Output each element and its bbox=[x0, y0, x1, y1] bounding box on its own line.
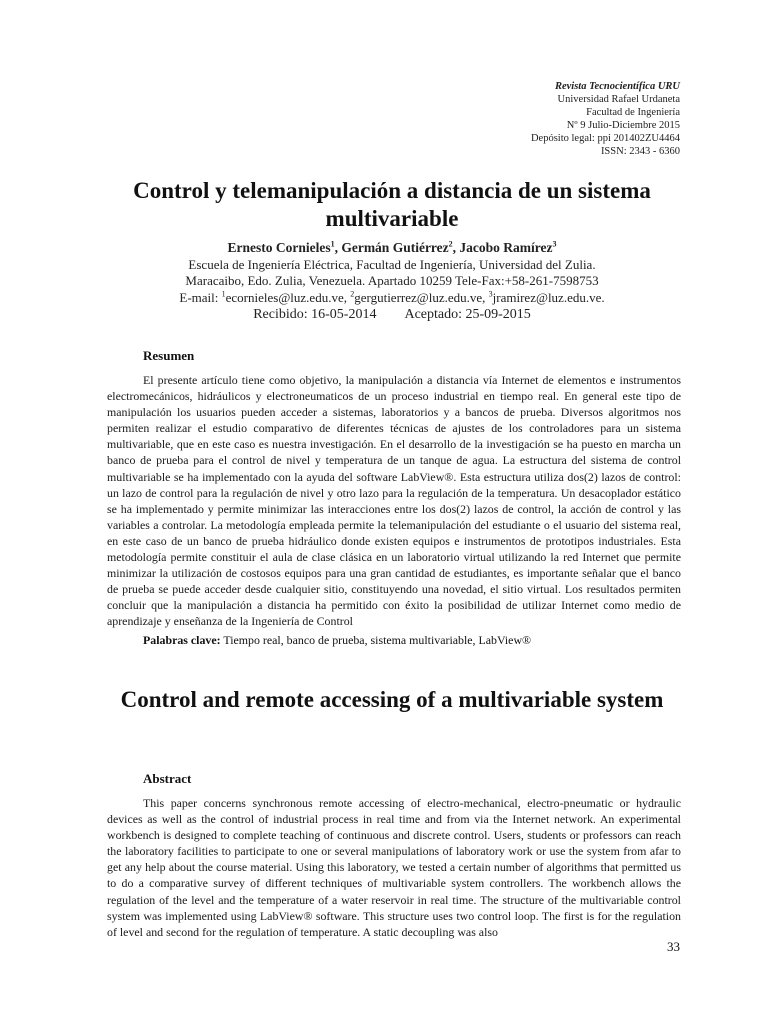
authors-block bbox=[92, 240, 692, 324]
email-line bbox=[92, 290, 692, 307]
keywords-text: Tiempo real, banco de prueba, sistema multivariable, LabView® bbox=[220, 633, 532, 647]
author-names bbox=[92, 240, 692, 257]
abstract-heading: Abstract bbox=[143, 771, 192, 786]
dates-line bbox=[92, 307, 692, 324]
journal-legal-deposit: Depósito legal: ppi 201402ZU4464 bbox=[530, 133, 680, 144]
keywords-label: Palabras clave: bbox=[143, 633, 221, 647]
journal-faculty: Facultad de Ingeniería bbox=[586, 107, 680, 118]
email-3-sup: 3 bbox=[488, 289, 493, 299]
author-separator: , bbox=[452, 240, 460, 255]
journal-issue: Nº 9 Julio-Diciembre 2015 bbox=[566, 120, 680, 131]
author-3-sup: 3 bbox=[552, 239, 557, 249]
abstract-body: This paper concerns synchronous remote accessing of electro-mechanical, electro-pneumatic or hydraulic devices as well as the control of industrial process in real time and from via the Internet network. An experimental workbench is designed to complete teaching of continuous and discrete control. Users, students or professors can reach the laboratory facilities to participate to one or several manipulations of laboratory work or use the system from afar to get any help about the course material. Using this laboratory, we tested a certain number of algorithms that permitted us to do a comparative survey of different techniques of multivariable system controllers. The workbench allows the regulation of the level and the temperature of a water reservoir in real time. The structure of the multivariable control system was implemented using LabView® software. This structure uses two control loop. The first is for the regulation of level and second for the regulation of temperature. A static decoupling was also bbox=[107, 796, 681, 939]
affiliation-line-2: Maracaibo, Edo. Zulia, Venezuela. Apartado 10259 Tele-Fax:+58-261-7598753 bbox=[185, 273, 599, 288]
author-1-name: Ernesto Cornieles bbox=[227, 240, 331, 255]
keywords-line bbox=[143, 633, 531, 648]
email-1-sup: 1 bbox=[221, 289, 226, 299]
email-2-sup: 2 bbox=[350, 289, 355, 299]
journal-name: Revista Tecnocientífica URU bbox=[554, 81, 680, 92]
author-1-sup: 1 bbox=[330, 239, 335, 249]
email-label: E-mail: bbox=[179, 289, 222, 305]
accepted-date: Aceptado: 25-09-2015 bbox=[404, 307, 531, 322]
affiliation-line-1: Escuela de Ingeniería Eléctrica, Facultad de Ingeniería, Universidad del Zulia. bbox=[188, 256, 596, 272]
resumen-heading: Resumen bbox=[143, 348, 195, 363]
journal-issn: ISSN: 2343 - 6360 bbox=[600, 146, 680, 157]
email-2[interactable]: gergutierrez@luz.edu.ve, bbox=[354, 289, 489, 305]
author-2-name: Germán Gutiérrez bbox=[341, 240, 449, 255]
paper-title-spanish: Control y telemanipulación a distancia de un sistema multivariable bbox=[133, 178, 651, 231]
page-number: 33 bbox=[667, 939, 680, 954]
journal-university: Universidad Rafael Urdaneta bbox=[557, 94, 680, 105]
author-separator: , bbox=[334, 240, 342, 255]
author-3-name: Jacobo Ramírez bbox=[459, 240, 553, 255]
journal-header bbox=[531, 80, 680, 158]
paper-title-english: Control and remote accessing of a multivariable system bbox=[120, 687, 664, 712]
author-2-sup: 2 bbox=[448, 239, 453, 249]
email-1[interactable]: ecornieles@luz.edu.ve, bbox=[225, 289, 351, 305]
received-date: Recibido: 16-05-2014 bbox=[253, 307, 377, 322]
resumen-body: El presente artículo tiene como objetivo, la manipulación a distancia vía Internet de elementos e instrumentos electromecánicos, hidráulicos y electroneumaticos de un proceso industrial en tiempo real. En general este tipo de manipulación los usuarios pueden acceder a sistemas, laboratorios y a bancos de prueba. Diversos algoritmos nos permiten realizar el estudio comparativo de diferentes técnicas de ajustes de los controladores para un sistema multivariable, que en este caso es nuestra investigación. En el desarrollo de la investigación se ha puesto en marcha un banco de prueba para el control de nivel y temperatura de un tanque de agua. La estructura del sistema de control multivariable se ha implementado con la ayuda del software LabView®. Esta estructura utiliza dos(2) lazos de control: un lazo de control para la regulación de nivel y otro lazo para la regulación de la temperatura. Un desacoplador estático se ha implementado y permite minimizar las interacciones entre los dos(2) lazos de control, la acción de control y las variables a controlar. La metodología empleada permite la telemanipulación del estudiante o el usuario del sistema real, en este caso de un banco de prueba hidráulico donde existen equipos e instrumentos de prototipos industriales. Esta metodología permite constituir el aula de clase clásica en un laboratorio virtual utilizando la red Internet que permite minimizar la utilización de costosos equipos para una gran cantidad de estudiantes, es importante señalar que el banco de prueba se puede acceder desde cualquier sitio, constituyendo una novedad, el sitio virtual. Los resultados permiten concluir que la manipulación a distancia ha permitido con éxito la posibilidad de utilizar Internet como medio de aprendizaje y enseñanza de la Ingeniería de Control bbox=[107, 373, 681, 629]
email-3[interactable]: jramirez@luz.edu.ve. bbox=[492, 289, 605, 305]
